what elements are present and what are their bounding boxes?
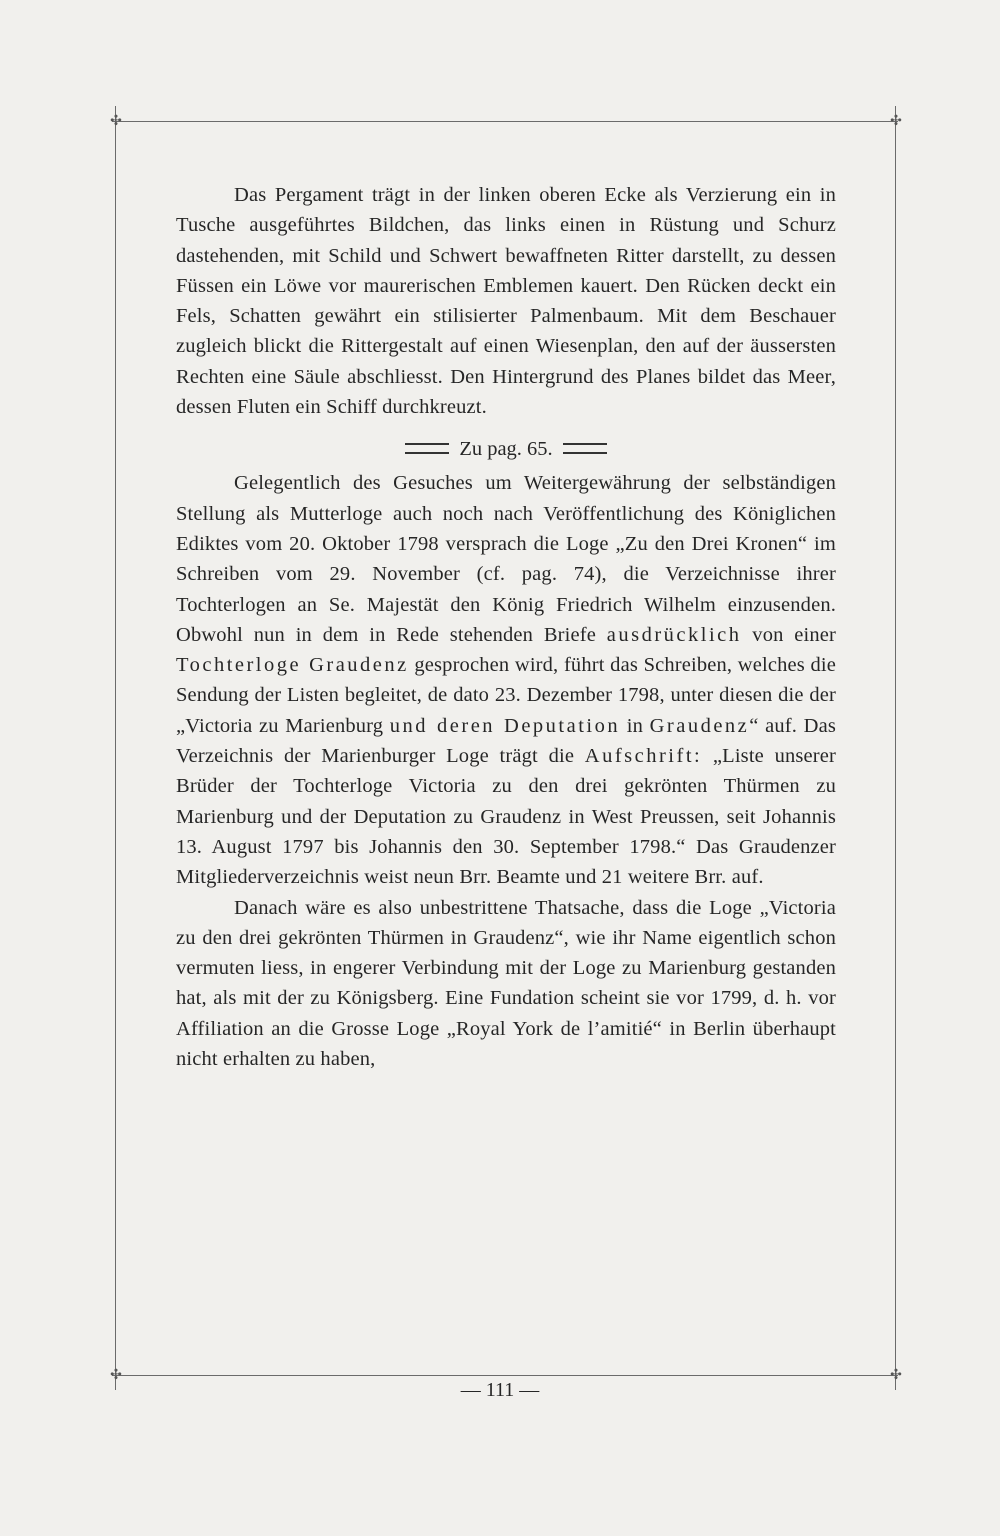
corner-ornament-icon: ✣ bbox=[110, 113, 122, 129]
text-run: „Liste unserer Brüder der Tochterloge Victoria zu den drei gekrönten Thürmen zu Marienburg und der Deputation zu Graudenz in West Preussen, seit Johannis 13. August 1797 bis Johannis den 30. September 1798.“ Das Graudenzer Mitgliederverzeichnis weist neun Brr. Beamte und 21 weitere Brr. auf. bbox=[176, 745, 836, 889]
paragraph-intro: Das Pergament trägt in der linken oberen Ecke als Verzierung ein in Tusche ausgeführtes Bildchen, das links einen in Rüstung und Schurz dastehenden, mit Schild und Schwert bewaffneten Ritter darstellt, zu dessen Füssen ein Löwe vor maurerischen Emblemen kauert. Den Rücken deckt ein Fels, Schatten gewährt ein stilisierter Palmenbaum. Mit dem Beschauer zugleich blickt die Rittergestalt auf einen Wiesenplan, den auf der äussersten Rechten eine Säule abschliesst. Den Hintergrund des Planes bildet das Meer, dessen Fluten ein Schiff durchkreuzt. bbox=[176, 184, 836, 419]
spaced-emphasis: Graudenz bbox=[649, 714, 750, 737]
paragraph-gelegentlich bbox=[176, 468, 836, 892]
page-number: — 111 — bbox=[460, 1379, 540, 1401]
text-run: “ auf. Das Verzeichnis der Marienburger Loge trägt die bbox=[176, 714, 836, 768]
corner-ornament-icon: ✣ bbox=[110, 1367, 122, 1383]
text-run: gesprochen wird, führt das Schreiben, welches die Sendung der Listen begleitet, de dato 23. Dezember 1798, unter diesen die der „Victoria zu Marienburg bbox=[176, 654, 836, 737]
text-run: Gelegentlich des Gesuches um Weitergewährung der selbständigen Stellung als Mutterloge auch noch nach Veröffentlichung des Königlichen Ediktes vom 20. Oktober 1798 versprach die Loge „Zu den Drei Kronen“ im Schreiben vom 29. November (cf. pag. 74), die Verzeichnisse ihrer Tochterlogen an Se. Majestät den König Friedrich Wilhelm einzusenden. Obwohl nun in dem in Rede stehenden Briefe bbox=[176, 472, 836, 646]
double-rule-left bbox=[405, 443, 449, 454]
spaced-emphasis: Aufschrift: bbox=[584, 745, 703, 768]
frame-right-rule bbox=[895, 106, 896, 1390]
double-rule-right bbox=[563, 443, 607, 454]
corner-ornament-icon: ✣ bbox=[890, 113, 902, 129]
frame-top-rule bbox=[112, 121, 898, 122]
spaced-emphasis: Tochterloge Graudenz bbox=[176, 654, 409, 677]
section-heading-text: Zu pag. 65. bbox=[459, 438, 553, 461]
text-run: in bbox=[620, 714, 650, 737]
text-run: von einer bbox=[741, 623, 836, 646]
frame-left-rule bbox=[115, 106, 116, 1390]
spaced-emphasis: und deren Deputation bbox=[389, 714, 621, 737]
section-heading bbox=[176, 434, 836, 464]
body-text bbox=[176, 180, 836, 1074]
paragraph-danach: Danach wäre es also unbestrittene Thatsache, dass die Loge „Victoria zu den drei gekrönten Thürmen in Graudenz“, wie ihr Name eigentlich schon vermuten liess, in engerer Verbindung mit der Loge zu Marienburg gestanden hat, als mit der zu Königsberg. Eine Fundation scheint sie vor 1799, d. h. vor Affiliation an die Grosse Loge „Royal York de l’amitié“ in Berlin überhaupt nicht erhalten zu haben, bbox=[176, 896, 836, 1071]
spaced-emphasis: ausdrücklich bbox=[606, 623, 742, 646]
corner-ornament-icon: ✣ bbox=[890, 1367, 902, 1383]
